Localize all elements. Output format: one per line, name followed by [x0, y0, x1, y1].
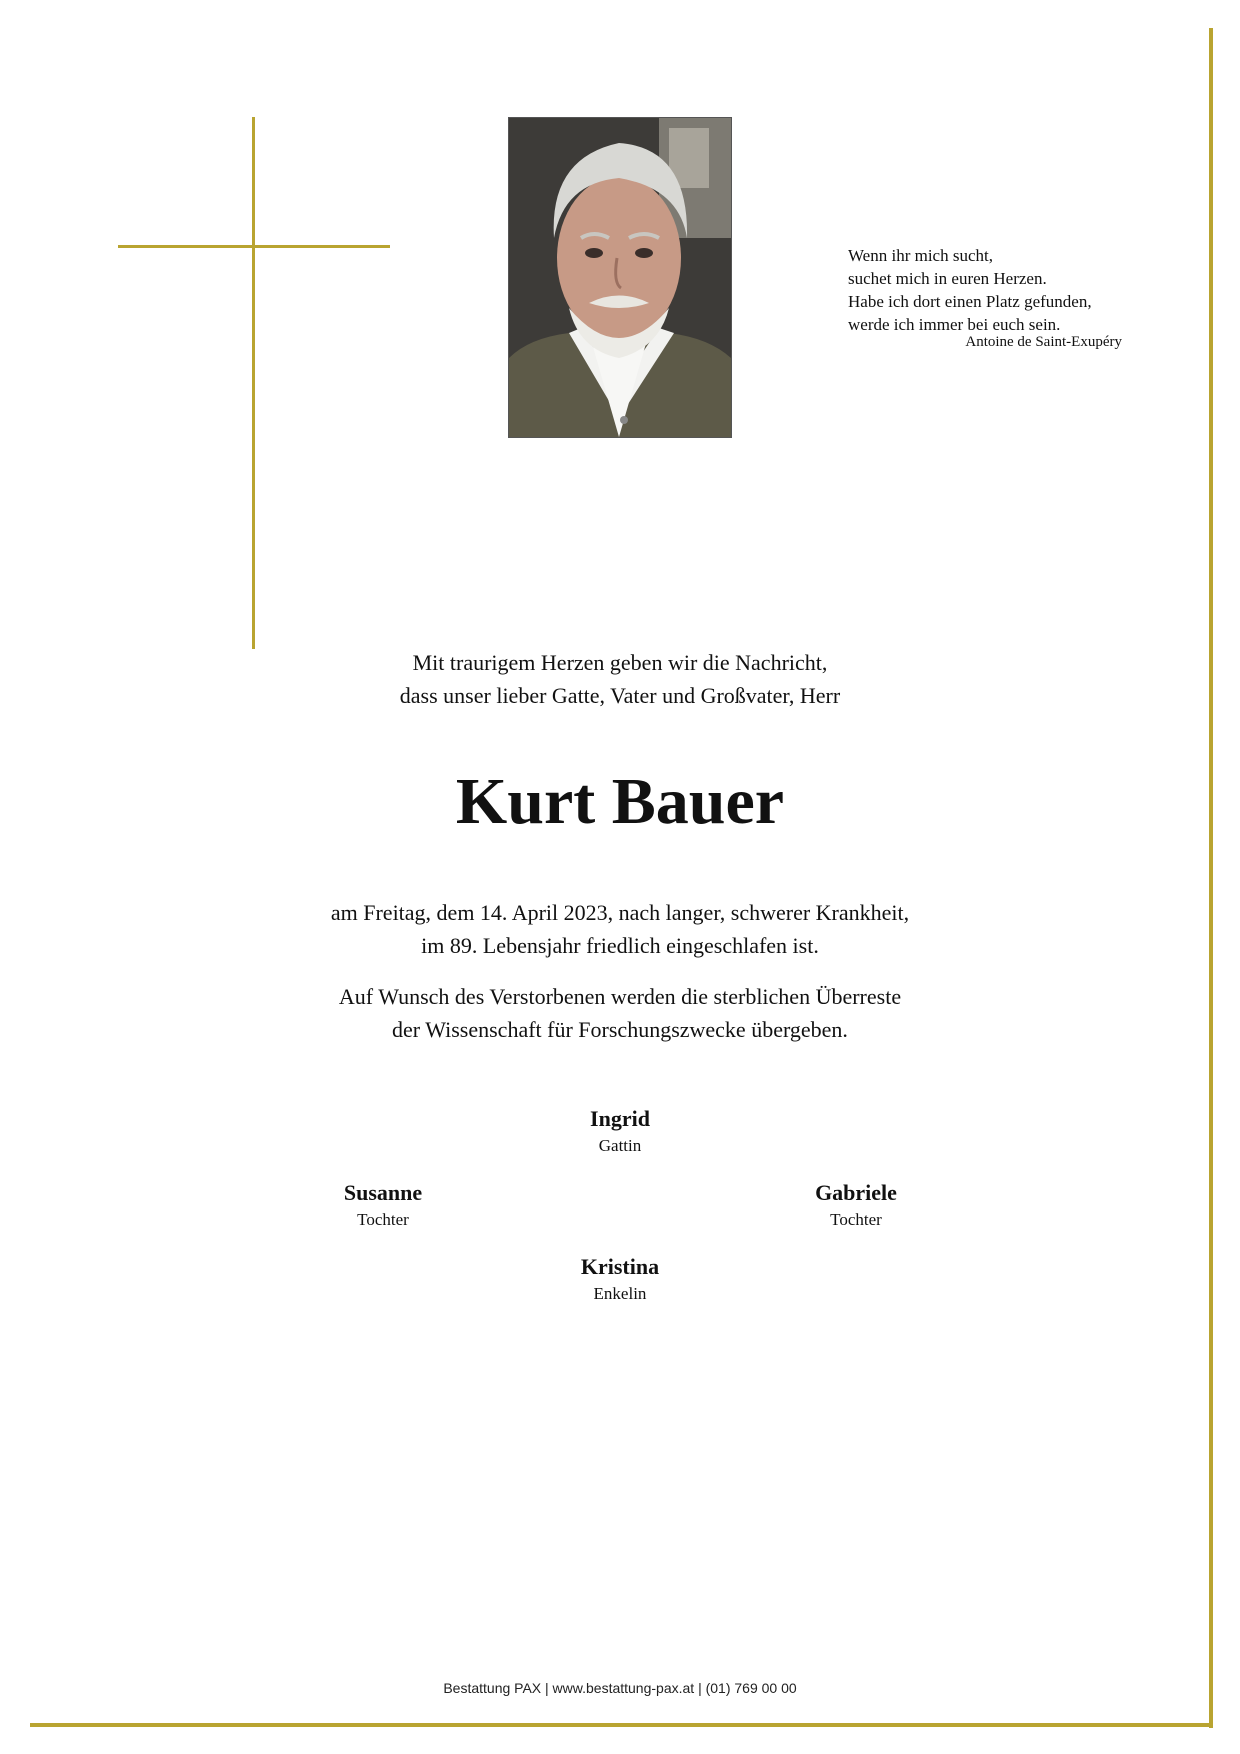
gold-border-bottom: [30, 1723, 1213, 1727]
quote-line: werde ich immer bei euch sein.: [848, 315, 1061, 334]
funeral-home-footer: Bestattung PAX | www.bestattung-pax.at | (01) 769 00 00: [443, 1680, 797, 1696]
death-notice-line: im 89. Lebensjahr friedlich eingeschlafen ist.: [421, 933, 819, 958]
memorial-quote: [848, 244, 1092, 336]
mourner-susanne: [263, 1179, 503, 1233]
announcement-intro: [0, 646, 1240, 712]
mourner-relation: Tochter: [830, 1210, 882, 1229]
intro-line: Mit traurigem Herzen geben wir die Nachricht,: [412, 650, 828, 675]
wish-line: der Wissenschaft für Forschungszwecke übergeben.: [392, 1017, 848, 1042]
mourner-kristina: [500, 1253, 740, 1307]
death-notice: [0, 896, 1240, 962]
mourner-relation: Enkelin: [593, 1284, 647, 1303]
wish-statement: [0, 980, 1240, 1046]
quote-line: suchet mich in euren Herzen.: [848, 269, 1047, 288]
mourner-name: Kristina: [580, 1254, 660, 1279]
gold-border-right: [1209, 28, 1213, 1728]
mourner-gabriele: [736, 1179, 976, 1233]
intro-line: dass unser lieber Gatte, Vater und Großvater, Herr: [399, 683, 841, 708]
cross-horizontal-bar: [118, 245, 390, 248]
death-notice-line: am Freitag, dem 14. April 2023, nach langer, schwerer Krankheit,: [330, 900, 910, 925]
deceased-name: Kurt Bauer: [455, 765, 785, 838]
portrait-photo: [508, 117, 732, 438]
quote-author: Antoine de Saint-Exupéry: [965, 334, 1122, 350]
quote-line: Wenn ihr mich sucht,: [848, 246, 993, 265]
mourner-relation: Gattin: [598, 1136, 642, 1155]
wish-line: Auf Wunsch des Verstorbenen werden die sterblichen Überreste: [338, 984, 902, 1009]
mourner-name: Susanne: [343, 1180, 423, 1205]
quote-line: Habe ich dort einen Platz gefunden,: [848, 292, 1092, 311]
cross-vertical-bar: [252, 117, 255, 649]
mourner-name: Gabriele: [815, 1180, 897, 1205]
mourner-ingrid: [500, 1105, 740, 1159]
mourner-name: Ingrid: [590, 1106, 650, 1131]
portrait-illustration: [509, 118, 731, 437]
mourner-relation: Tochter: [357, 1210, 409, 1229]
